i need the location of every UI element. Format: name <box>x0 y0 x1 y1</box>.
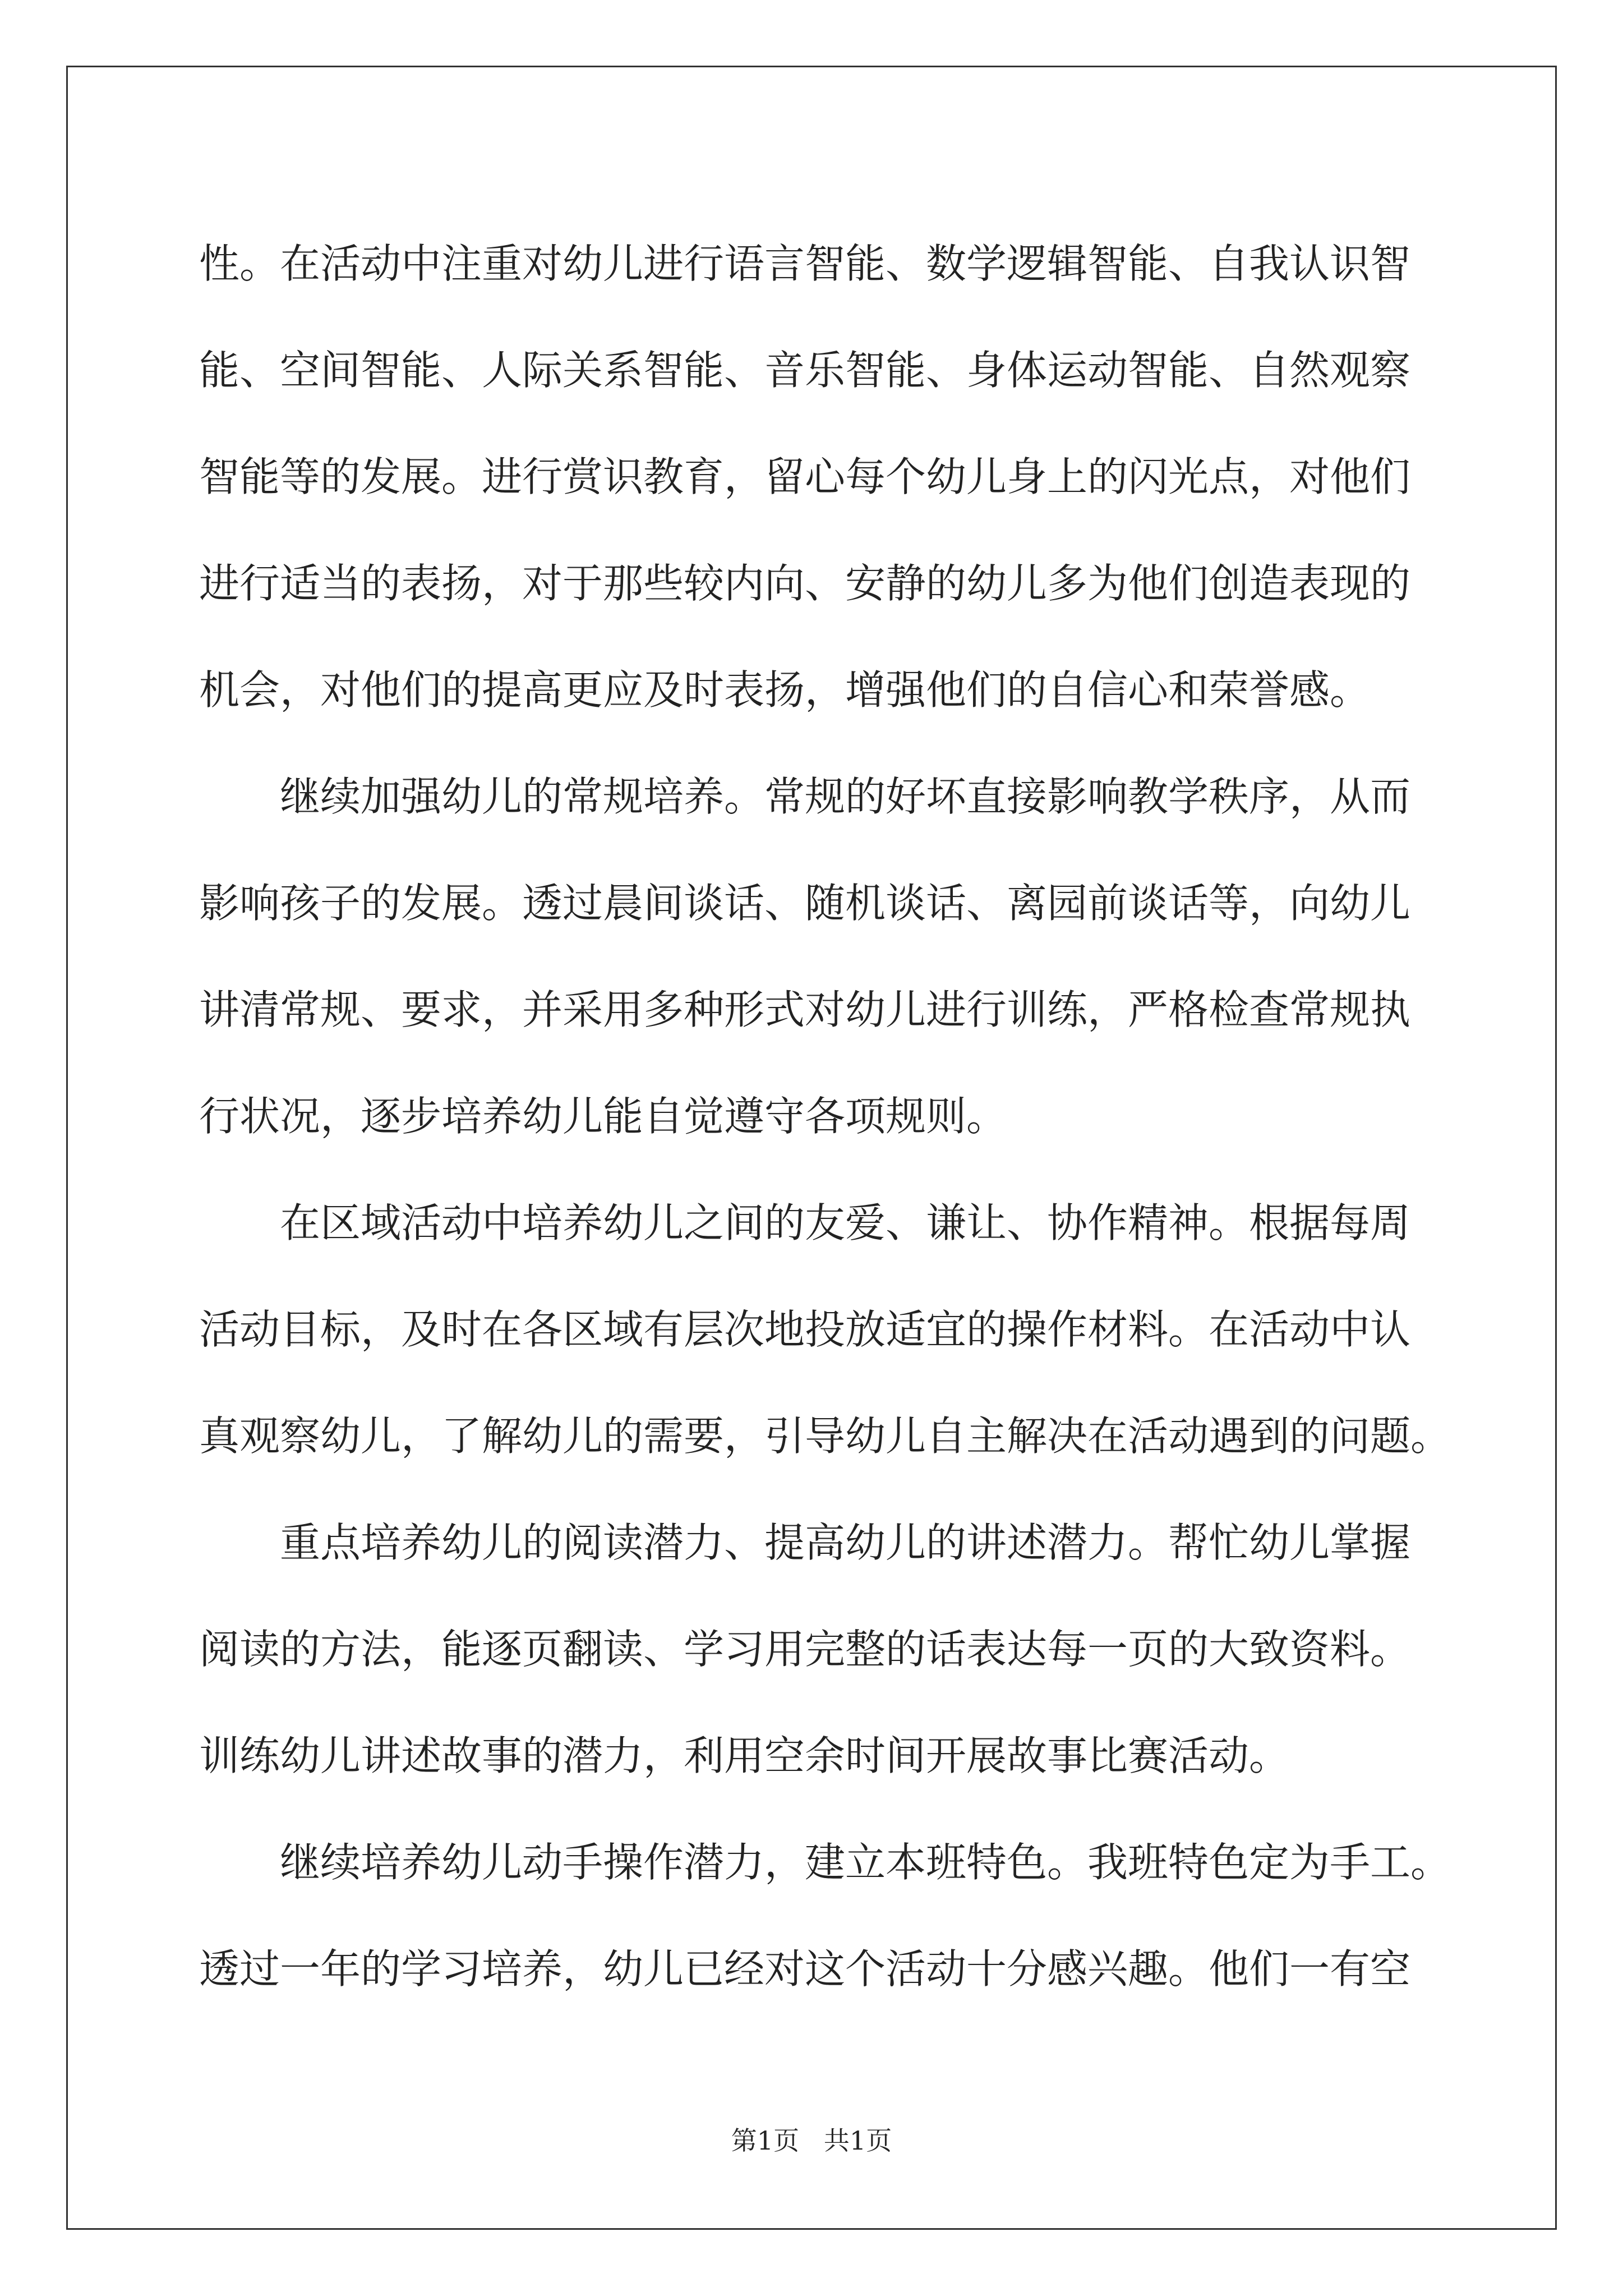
text-line: 机会，对他们的提高更应及时表扬，增强他们的自信心和荣誉感。 <box>199 666 1371 714</box>
text-line: 阅读的方法，能逐页翻读、学习用完整的话表达每一页的大致资料。 <box>199 1626 1411 1673</box>
text-line: 继续加强幼儿的常规培养。常规的好坏直接影响教学秩序，从而 <box>280 773 1411 820</box>
text-line: 性。在活动中注重对幼儿进行语言智能、数学逻辑智能、自我认识智 <box>199 240 1411 287</box>
text-line: 继续培养幼儿动手操作潜力，建立本班特色。我班特色定为手工。 <box>280 1839 1451 1886</box>
document-body <box>199 210 1451 2022</box>
page-footer: 第1页 共1页 <box>731 2125 892 2156</box>
text-line: 讲清常规、要求，并采用多种形式对幼儿进行训练，严格检查常规执 <box>199 986 1411 1033</box>
text-line: 真观察幼儿，了解幼儿的需要，引导幼儿自主解决在活动遇到的问题。 <box>199 1412 1451 1460</box>
text-line: 进行适当的表扬，对于那些较内向、安静的幼儿多为他们创造表现的 <box>199 560 1411 607</box>
text-line: 智能等的发展。进行赏识教育，留心每个幼儿身上的闪光点，对他们 <box>199 453 1411 500</box>
text-line: 活动目标，及时在各区域有层次地投放适宜的操作材料。在活动中认 <box>199 1306 1411 1353</box>
text-line: 行状况，逐步培养幼儿能自觉遵守各项规则。 <box>199 1093 1007 1140</box>
text-line: 在区域活动中培养幼儿之间的友爱、谦让、协作精神。根据每周 <box>280 1199 1411 1246</box>
text-line: 重点培养幼儿的阅读潜力、提高幼儿的讲述潜力。帮忙幼儿掌握 <box>280 1519 1411 1566</box>
text-line: 能、空间智能、人际关系智能、音乐智能、身体运动智能、自然观察 <box>199 347 1411 394</box>
text-line: 影响孩子的发展。透过晨间谈话、随机谈话、离园前谈话等，向幼儿 <box>199 880 1411 927</box>
text-line: 透过一年的学习培养，幼儿已经对这个活动十分感兴趣。他们一有空 <box>199 1945 1411 1993</box>
text-line: 训练幼儿讲述故事的潜力，利用空余时间开展故事比赛活动。 <box>199 1732 1290 1779</box>
